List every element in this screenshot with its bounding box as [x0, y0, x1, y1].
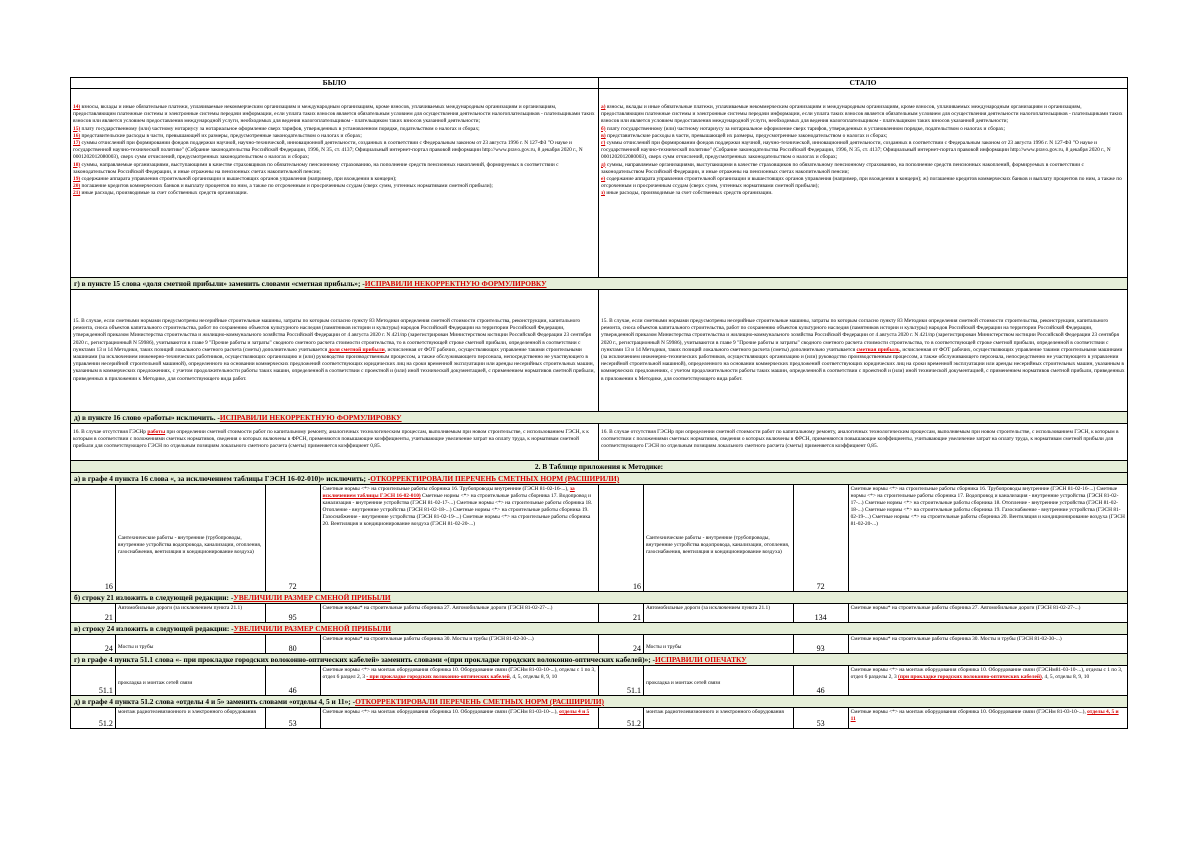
amendment-b-band — [71, 592, 1127, 604]
expense-item — [601, 133, 1125, 140]
item-text: суммы, направляемые организациями, выступающими в качестве страховщиков по обязательному пенсионному страхованию, на пополнение средств пенсионных накоплений, формируемых в соответствии с законодательством Российской Федерации, и иные отражены на пенсионных счетах накопительной пенсии; — [73, 161, 559, 175]
item-number: 20) — [73, 183, 81, 190]
item-text: погашение кредитов коммерческих банков и выплату процентов по ним, а также по отсроченным и просроченным ссудам (сверх сумм, учтенных нормативами сметной прибыли); — [80, 183, 493, 190]
amendment-g2-band — [71, 654, 1127, 666]
item-text: суммы отчислений при формировании фондов поддержки научной, научно-технической, инновационной деятельности, созданных в соответствии с Федеральным законом от 23 августа 1996 г. N 127-ФЗ "О науке и государственной научно-технической политике" (Собрание законодательства Российской Федерации, 1996, N 35, ст. 4137; Официальный интернет-портал правовой информации http://www.pravo.gov.ru, 8 декабря 2020 г., N 0001202012080003), сверх сумм отчислений, предусмотренных законодательством о налогах и сборах; — [73, 140, 583, 161]
norms-after: Сметные нормы* на строительные работы сборника 27. Автомобильные дороги (ГЭСН 81-02-27-...) — [850, 605, 1081, 611]
item-text: взносы, вклады и иные обязательные платежи, уплачиваемые некоммерческим организациям и международным организациям, кроме взносов, уплачиваемых международным организациям и организациям, предоставляющим платежные системы и электронные системы передачи информации, если уплата таких взносов является обязательным условием для осуществления деятельности налогоплательщиков - плательщиками таких взносов или является условием предоставления международной услуги, необходимых для ведения налогоплательщиком - плательщиком таких взносов указанной деятельности; — [601, 104, 1123, 125]
profit-norm-after: 53 — [794, 708, 849, 728]
table-row-16 — [71, 485, 1127, 592]
profit-norm-before: 95 — [266, 604, 321, 622]
expense-item — [73, 104, 596, 126]
highlight-phrase: - при прокладке городских волоконно-оптических кабелей — [366, 674, 510, 680]
row-number: 16 — [71, 485, 116, 591]
item-text: содержание аппарата управления строительной организации и вышестоящих органов управления (например, при вхождении в концерн); — [80, 176, 397, 183]
expense-item — [601, 140, 1125, 162]
expenses-block — [71, 89, 1127, 278]
amendment-text: д) в графе 4 пункта 51.2 слова «отделы 4 и 5» заменить словами «отделы 4, 5 и 11»; - — [74, 697, 356, 706]
expense-item — [601, 176, 1125, 190]
amendment-note: ИСПРАВИЛИ НЕКОРРЕКТНУЮ ФОРМУЛИРОВКУ — [219, 413, 402, 422]
expense-item — [73, 190, 596, 197]
item-number: б) — [601, 125, 606, 132]
work-type: Мосты и трубы — [644, 635, 794, 653]
expense-item — [73, 126, 596, 133]
paragraph-15-after: 15. В случае, если сметными нормами предусмотрены несерийные строительные машины, затраты по которым согласно пункту 83 Методики определения сметной стоимости строительства, реконструкции, капитального ремонта, сноса объектов капитального строительства, работ по сохранению объектов культурного наследия (памятников истории и культуры) народов Российской Федерации на территории Российской Федерации, утвержденной приказом Министерства строительства и жилищно-коммунального хозяйства Российской Федерации от 4 августа 2020 г. N 421/пр (зарегистрирован Министерством юстиции Российской Федерации 23 сентября 2020 г., регистрационный N 59986), учитываются в главе 9 "Прочие работы и затраты" сводного сметного расчета стоимости строительства, то в соответствующей строке сметной прибыли, определенной в соответствии с пунктами 13 и 14 Методики, таких позиций локального сметного расчета (сметы) дополнительно учитывается сметная прибыль, исчисленная от ФОТ рабочих, осуществляющих управление такими строительными машинами (за исключением инженерно-технических работников, осуществляющих организацию и (или) руководство производственным процессом, а также обслуживающего персонала, непосредственно не участвующего в управлении несерийной строительной машиной), определенного на основании коммерческих предложений соответствующих юридических лиц на сроки временной эксплуатации или аренды несерийных строительных машин, указанным в коммерческих предложениях, с учетом продолжительности работы таких машин, определенной в соответствии с проектной и (или) иной технической документацией, с применением нормативов сметной прибыли, приведенных в приложении к Методике, для соответствующего вида работ. — [601, 318, 1125, 382]
amendment-text: б) строку 21 изложить в следующей редакции: - — [74, 593, 234, 602]
item-text: представительские расходы в части, превышающей их размеры, предусмотренные законодательством о налогах и сборах; — [80, 132, 362, 139]
highlight-phrase: за исключением таблицы ГЭСН 16-02-010) — [322, 486, 575, 499]
work-type: Мосты и трубы — [116, 635, 266, 653]
item-number: 15) — [73, 125, 81, 132]
amendment-note: ИСПРАВИЛИ ОПЕЧАТКУ — [655, 655, 747, 664]
work-type: монтаж радиотелевизионного и электронного оборудования — [116, 708, 266, 728]
item-text: суммы, направляемые организациями, выступающими в качестве страховщиков по обязательному пенсионному страхованию, на пополнение средств пенсионных накоплений, формируемых в соответствии с законодательством Российской Федерации, и иные отражены на пенсионных счетах накопительной пенсии; — [601, 161, 1084, 175]
work-type: прокладка и монтаж сетей связи — [644, 666, 794, 695]
item-number: а) — [601, 104, 606, 110]
work-type: Автомобильные дороги (за исключением пункта 21.1) — [116, 604, 266, 622]
amendment-g-band — [71, 278, 1127, 290]
norms-after: Сметные нормы <*> на монтаж оборудования сборника 10. Оборудование связи (ГЭСНм81-03-10-...), отделы с 1 по 3, отдел 6 разделы 2, 3 (при прокладке городских волоконно-оптических кабелей), 4, 5, отделы 8, 9, 10 — [850, 667, 1123, 680]
paragraph-15-block — [71, 290, 1127, 412]
item-number: г) — [601, 140, 606, 147]
expenses-after — [599, 89, 1127, 277]
amendment-text: в) строку 24 изложить в следующей редакции: - — [74, 624, 234, 633]
item-text: иные расходы, производимые за счет собственных средств организации. — [604, 190, 773, 197]
norms-before: Сметные нормы* на строительные работы сборника 30. Мосты и трубы (ГЭСН 81-02-30-...) — [321, 635, 599, 653]
item-text: суммы отчислений при формировании фондов поддержки научной, научно-технической, инновационной деятельности, созданных в соответствии с Федеральным законом от 23 августа 1996 г. N 127-ФЗ "О науке и государственной научно-технической политике" (Собрание законодательства Российской Федерации, 1996, N 35, ст. 4137; Официальный интернет-портал правовой информации http://www.pravo.gov.ru, 8 декабря 2020 г., N 0001202012080003), сверх сумм отчислений, предусмотренных законодательством о налогах и сборах; — [601, 140, 1111, 161]
row-number: 51.1 — [599, 666, 644, 695]
item-number: 19) — [73, 176, 81, 183]
norms-before: Сметные нормы <*> на строительные работы сборника 16. Трубопроводы внутренние (ГЭСН 81-02-16-...), за исключением таблицы ГЭСН 16-02-010) Сметные нормы <*> на строительные работы сборника 17. Водопровод и канализация - внутренние устройства (ГЭСН 81-02-17-...) Сметные нормы <*> на строительные работы сборника 18. Отопление - внутренние устройства (ГЭСН 81-02-18-...) Сметные нормы <*> на строительные работы сборника 19. Газоснабжение - внутренние устройства (ГЭСН 81-02-19-...) Сметные нормы <*> на строительные работы сборника 20. Вентиляция и кондиционирование воздуха (ГЭСН 81-02-20-...) — [321, 485, 599, 591]
norms-after: Сметные нормы <*> на монтаж оборудования сборника 10. Оборудование связи (ГЭСНм 81-03-10-...), отделы 4, 5 и 11 — [850, 709, 1119, 722]
amendment-text: а) в графе 4 пункта 16 слова «, за исключением таблицы ГЭСН 16-02-010)» исключить; - — [74, 474, 371, 483]
table-row-21 — [71, 604, 1127, 623]
section-2-title: 2. В Таблице приложения к Методике: — [71, 461, 1127, 473]
amendment-note: УВЕЛИЧИЛИ РАЗМЕР СМЕНОЙ ПРИБЫЛИ — [233, 624, 391, 633]
item-number: 14) — [73, 104, 81, 110]
work-type: Автомобильные дороги (за исключением пункта 21.1) — [644, 604, 794, 622]
norms-after: Сметные нормы* на строительные работы сборника 30. Мосты и трубы (ГЭСН 81-02-30-...) — [850, 636, 1062, 642]
row-number: 24 — [599, 635, 644, 653]
item-text: взносы, вклады и иные обязательные платежи, уплачиваемые некоммерческим организациям и международным организациям, кроме взносов, уплачиваемых международным организациям и организациям, предоставляющим платежные системы и электронные системы передачи информации, если уплата таких взносов является обязательным условием для осуществления деятельности налогоплательщиков - плательщиками таких взносов или является условием предоставления международной услуги, необходимых для ведения налогоплательщиком - плательщиком таких взносов указанной деятельности; — [73, 104, 595, 125]
expense-item — [601, 190, 1125, 197]
work-type: Сантехнические работы - внутренние (трубопроводы, внутренние устройства водопровода, канализации, отопления, газоснабжения, вентиляция и кондиционирование воздуха) — [116, 485, 266, 591]
amendment-note: ОТКОРРЕКТИРОВАЛИ ПЕРЕЧЕНЬ СМЕТНЫХ НОРМ (РАСШИРИЛИ) — [355, 697, 604, 706]
profit-norm-before: 80 — [266, 635, 321, 653]
norms-before: Сметные нормы <*> на монтаж оборудования сборника 10. Оборудование связи (ГЭСНм 81-03-10-...), отделы с 1 по 3, отдел 6 раздел 2, 3 - при прокладке городских волоконно-оптических кабелей, 4, 5, отделы 8, 9, 10 — [321, 666, 599, 695]
item-number: 18) — [73, 161, 81, 168]
row-number: 51.2 — [599, 708, 644, 728]
amendment-d2-band — [71, 696, 1127, 708]
item-number: д) — [601, 161, 606, 168]
comparison-table — [70, 77, 1128, 729]
amendment-d-band — [71, 412, 1127, 424]
highlight-phrase: (при прокладке городских волоконно-оптических кабелей) — [898, 674, 1042, 680]
paragraph-16-before: 16. В случае отсутствия ГЭСНр работы при определении сметной стоимости работ по капитальному ремонту, аналогичных технологическим процессам, выполняемым при новом строительстве, с использованием ГЭСН, к к которым в соответствии с положениями сметных нормативов, сведения о которых включены в ФРСН, применяются повышающие коэффициенты, учитывающие увеличение затрат на оплату труда, к нормативам сметной прибыли для соответствующего ГЭСН по отдельным позициям локального сметного расчета (сметы) применяется коэффициент 0,85. — [71, 424, 599, 460]
profit-norm-before: 72 — [266, 485, 321, 591]
row-number: 21 — [71, 604, 116, 622]
profit-norm-before: 46 — [266, 666, 321, 695]
paragraph-16-after: 16. В случае отсутствия ГЭСНр при определении сметной стоимости работ по капитальному ремонту, аналогичных технологическим процессам, выполняемым при новом строительстве, с использованием ГЭСН, к которым в соответствии с положениями сметных нормативов, сведения о которых включены в ФРСН, применяются повышающие коэффициенты, учитывающие увеличение затрат на оплату труда, к нормативам сметной прибыли для соответствующего ГЭСН по отдельным позициям локального сметного расчета (сметы) применяется коэффициент 0,85. — [601, 429, 1119, 450]
work-type: Сантехнические работы - внутренние (трубопроводы, внутренние устройства водопровода, канализации, отопления, газоснабжения, вентиляция и кондиционирование воздуха) — [644, 485, 794, 591]
amendment-text: г) в графе 4 пункта 51.1 слова «- при прокладке городских волоконно-оптических кабелей» заменить словами «(при прокладке городских волоконно-оптических кабелей)»; - — [74, 655, 656, 664]
header-before: БЫЛО — [71, 78, 599, 88]
item-number: 21) — [73, 190, 81, 197]
item-number: з) — [601, 190, 605, 197]
table-row-51-2 — [71, 708, 1127, 728]
profit-norm-after: 72 — [794, 485, 849, 591]
work-type: прокладка и монтаж сетей связи — [116, 666, 266, 695]
highlight-phrase: отделы 4, 5 и 11 — [850, 709, 1119, 722]
work-type: монтаж радиотелевизионного и электронного оборудования — [644, 708, 794, 728]
row-number: 51.1 — [71, 666, 116, 695]
profit-norm-before: 53 — [266, 708, 321, 728]
item-number: 17) — [73, 140, 81, 147]
amendment-text: д) в пункте 16 слово «работы» исключить. - — [74, 413, 220, 422]
table-header — [71, 78, 1127, 89]
row-number: 21 — [599, 604, 644, 622]
amendment-note: УВЕЛИЧИЛИ РАЗМЕР СМЕНОЙ ПРИБЫЛИ — [233, 593, 391, 602]
item-text: плату государственному (или) частному нотариусу за нотариальное оформление сверх тарифов, утвержденных в установленном порядке, подательством о налогах и сборах; — [605, 125, 1005, 132]
paragraph-16-block — [71, 424, 1127, 461]
norms-after: Сметные нормы <*> на строительные работы сборника 16. Трубопроводы внутренние (ГЭСН 81-02-16-...) Сметные нормы <*> на строительные работы сборника 17. Водопровод и канализация - внутренние устройства (ГЭСН 81-02-17-...) Сметные нормы <*> на строительные работы сборника 18. Отопление - внутренние устройства (ГЭСН 81-02-18-...) Сметные нормы <*> на строительные работы сборника 19. Газоснабжение - внутренние устройства (ГЭСН 81-02-19-...) Сметные нормы <*> на строительные работы сборника 20. Вентиляция и кондиционирование воздуха (ГЭСН 81-02-20-...) — [850, 486, 1125, 527]
amendment-note: ИСПРАВИЛИ НЕКОРРЕКТНУЮ ФОРМУЛИРОВКУ — [364, 279, 547, 288]
highlight-phrase: сметная прибыль — [856, 346, 900, 353]
norms-before: Сметные нормы <*> на монтаж оборудования сборника 10. Оборудование связи (ГЭСНм 81-03-10-...), отделы 4 и 5 — [321, 708, 599, 728]
norms-before: Сметные нормы* на строительные работы сборника 27. Автомобильные дороги (ГЭСН 81-02-27-...) — [321, 604, 599, 622]
amendment-v-band — [71, 623, 1127, 635]
profit-norm-after: 134 — [794, 604, 849, 622]
expense-item — [73, 162, 596, 176]
expense-item — [601, 162, 1125, 176]
item-text: представительские расходы в части, превышающей их размеры, предусмотренные законодательством о налогах и сборах; — [605, 132, 888, 139]
amendment-text: г) в пункте 15 слова «доля сметной прибыли» заменить словами «сметная прибыль»; - — [74, 279, 365, 288]
highlight-phrase: работы — [147, 429, 166, 435]
row-number: 51.2 — [71, 708, 116, 728]
row-number: 16 — [599, 485, 644, 591]
highlight-phrase: доля сметной прибыли — [328, 346, 385, 353]
header-after: СТАЛО — [849, 78, 877, 87]
expense-item — [601, 104, 1125, 126]
item-text: содержание аппарата управления строительной организации и вышестоящих органов управления (например, при вхождении в концерн); ж) погашение кредитов коммерческих банков и выплату процентов по ним, а также по отсроченным и просроченным ссудам (сверх сумм, учтенных нормативами сметной прибыли); — [601, 176, 1122, 190]
paragraph-15-before: 15. В случае, если сметными нормами предусмотрены несерийные строительные машины, затраты по которым согласно пункту 83 Методики определения сметной стоимости строительства, реконструкции, капитального ремонта, сноса объектов капитального строительства, работ по сохранению объектов культурного наследия (памятников истории и культуры) народов Российской Федерации на территории Российской Федерации, утвержденной приказом Министерства строительства и жилищно-коммунального хозяйства Российской Федерации от 4 августа 2020 г. N 421/пр (зарегистрирован Министерством юстиции Российской Федерации 23 сентября 2020 г., регистрационный N 59986), учитываются в главе 9 "Прочие работы и затраты" сводного сметного расчета стоимости строительства, то в соответствующей строке сметной прибыли, определенной в соответствии с пунктами 13 и 14 Методики, таких позиций локального сметного расчета (сметы) дополнительно учитывается доля сметной прибыли, исчисленная от ФОТ рабочих, осуществляющих управление такими строительными машинами (за исключением инженерно-технических работников, осуществляющих организацию и (или) руководство производственным процессом, а также обслуживающего персонала, непосредственно не участвующего в управлении несерийной строительной машиной), определенного на основании коммерческих предложений соответствующих юридических лиц на сроки временной эксплуатации или аренды несерийных строительных машин, указанным в коммерческих предложениях, с учетом продолжительности работы таких машин, определенной в соответствии с проектной и (или) иной технической документацией, с применением нормативов сметной прибыли, приведенных в приложении к Методике, для соответствующего вида работ. — [71, 290, 599, 411]
table-row-51-1 — [71, 666, 1127, 696]
row-number: 24 — [71, 635, 116, 653]
table-row-24 — [71, 635, 1127, 654]
expense-item — [601, 126, 1125, 133]
item-text: иные расходы, производимые за счет собственных средств организации. — [80, 190, 248, 197]
item-number: 16) — [73, 132, 81, 139]
profit-norm-after: 46 — [794, 666, 849, 695]
item-number: е) — [601, 176, 606, 183]
amendment-note: ОТКОРРЕКТИРОВАЛИ ПЕРЕЧЕНЬ СМЕТНЫХ НОРМ (РАСШИРИЛИ) — [370, 474, 620, 483]
profit-norm-after: 93 — [794, 635, 849, 653]
expenses-before — [71, 89, 599, 277]
expense-item — [73, 140, 596, 162]
expense-item — [73, 133, 596, 140]
highlight-phrase: отделы 4 и 5 — [559, 709, 590, 715]
amendment-a-band — [71, 473, 1127, 485]
item-number: в) — [601, 132, 606, 139]
item-text: плату государственному (или) частному нотариусу за нотариальное оформление сверх тарифов, утвержденных в установленном порядке, подательством о налогах и сборах; — [80, 125, 480, 132]
